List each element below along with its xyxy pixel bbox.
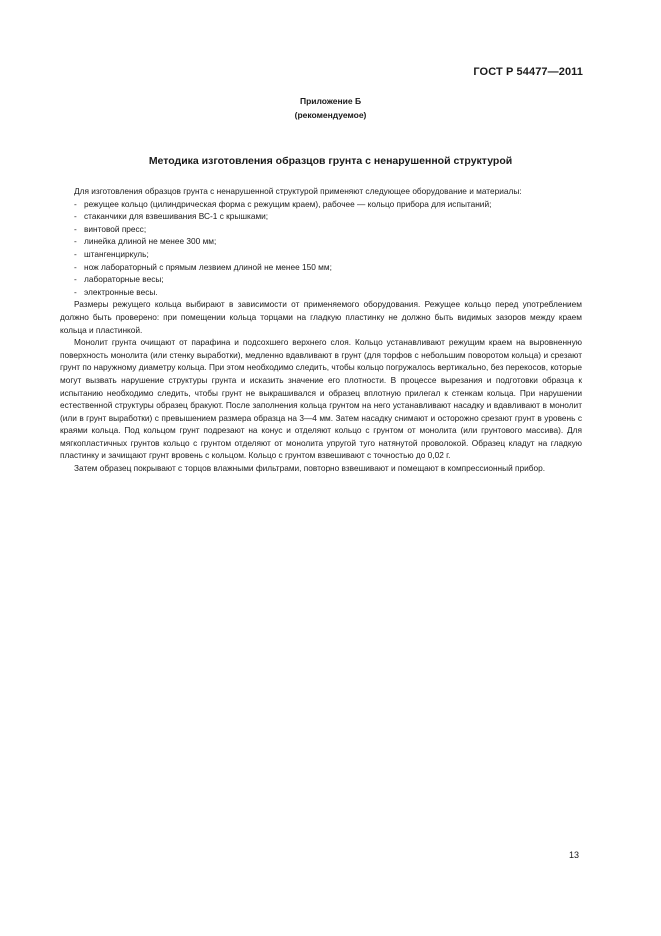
list-marker: - <box>74 248 77 259</box>
standard-number: ГОСТ Р 54477—2011 <box>473 66 583 78</box>
list-item <box>60 261 582 274</box>
equipment-list <box>60 198 582 299</box>
list-item-text: штангенциркуль; <box>84 248 149 259</box>
list-item-text: электронные весы. <box>84 286 158 297</box>
list-marker: - <box>74 274 77 285</box>
list-item <box>60 198 582 211</box>
appendix-status: (рекомендуемое) <box>294 110 367 120</box>
document-body <box>60 185 582 475</box>
list-item-text: нож лабораторный с прямым лезвием длиной не менее 150 мм; <box>84 261 332 272</box>
list-item <box>60 210 582 223</box>
list-item <box>60 223 582 236</box>
list-item-text: лабораторные весы; <box>84 274 164 285</box>
page-number: 13 <box>568 850 579 860</box>
intro-paragraph: Для изготовления образцов грунта с ненарушенной структурой применяют следующее оборудование и материалы: <box>74 186 522 196</box>
list-marker: - <box>74 211 77 222</box>
list-marker: - <box>74 236 77 247</box>
list-item-text: линейка длиной не менее 300 мм; <box>84 236 217 247</box>
list-marker: - <box>74 223 77 234</box>
appendix-heading <box>0 94 661 122</box>
list-item <box>60 273 582 286</box>
list-item-text: винтовой пресс; <box>84 223 147 234</box>
final-step-paragraph: Затем образец покрывают с торцов влажными фильтрами, повторно взвешивают и помещают в компрессионный прибор. <box>74 463 546 474</box>
list-item <box>60 286 582 299</box>
list-marker: - <box>74 286 77 297</box>
ring-size-paragraph: Размеры режущего кольца выбирают в зависимости от применяемого оборудования. Режущее кольцо перед употреблением должно быть проверено: при помещении кольца торцами на гладкую пластинку не должно быть видимых зазоров между краем кольца и пластинкой. <box>60 299 582 335</box>
list-item <box>60 248 582 261</box>
list-marker: - <box>74 261 77 272</box>
monolith-procedure-paragraph: Монолит грунта очищают от парафина и подсохшего верхнего слоя. Кольцо устанавливают режущим краем на выровненную поверхность монолита (или стенку выработки), медленно вдавливают в грунт (для торфов с небольшим поворотом кольца) и срезают грунт по наружному диаметру кольца. При этом необходимо следить, чтобы кольцо погружалось вертикально, без перекосов, которые могут вызвать нарушение структуры грунта и исказить значение его плотности. В процессе вырезания и подготовки образца к испытанию необходимо следить, чтобы грунт не выкрашивался и образец вплотную прилегал к стенкам кольца. При нарушении естественной структуры образец бракуют. После заполнения кольца грунтом на него устанавливают насадку и вдавливают в монолит (или в грунт выработки) с превышением размера образца на 3—4 мм. Затем насадку снимают и осторожно срезают грунт в уровень с краями кольца. Под кольцом грунт подрезают на конус и отделяют кольцо с грунтом от монолита (или грунтового массива). Для мягкопластичных грунтов кольцо с грунтом отделяют от монолита упругой туго натянутой проволокой. Образец кладут на гладкую пластинку и зачищают грунт вровень с кольцом. Кольцо с грунтом взвешивают с точностью до 0,02 г. <box>60 337 582 461</box>
list-marker: - <box>74 198 77 209</box>
document-title: Методика изготовления образцов грунта с ненарушенной структурой <box>148 155 513 167</box>
list-item-text: стаканчики для взвешивания ВС-1 с крышками; <box>84 211 269 222</box>
list-item <box>60 235 582 248</box>
appendix-label: Приложение Б <box>299 96 362 106</box>
list-item-text: режущее кольцо (цилиндрическая форма с режущим краем), рабочее — кольцо прибора для испытаний; <box>84 198 492 209</box>
